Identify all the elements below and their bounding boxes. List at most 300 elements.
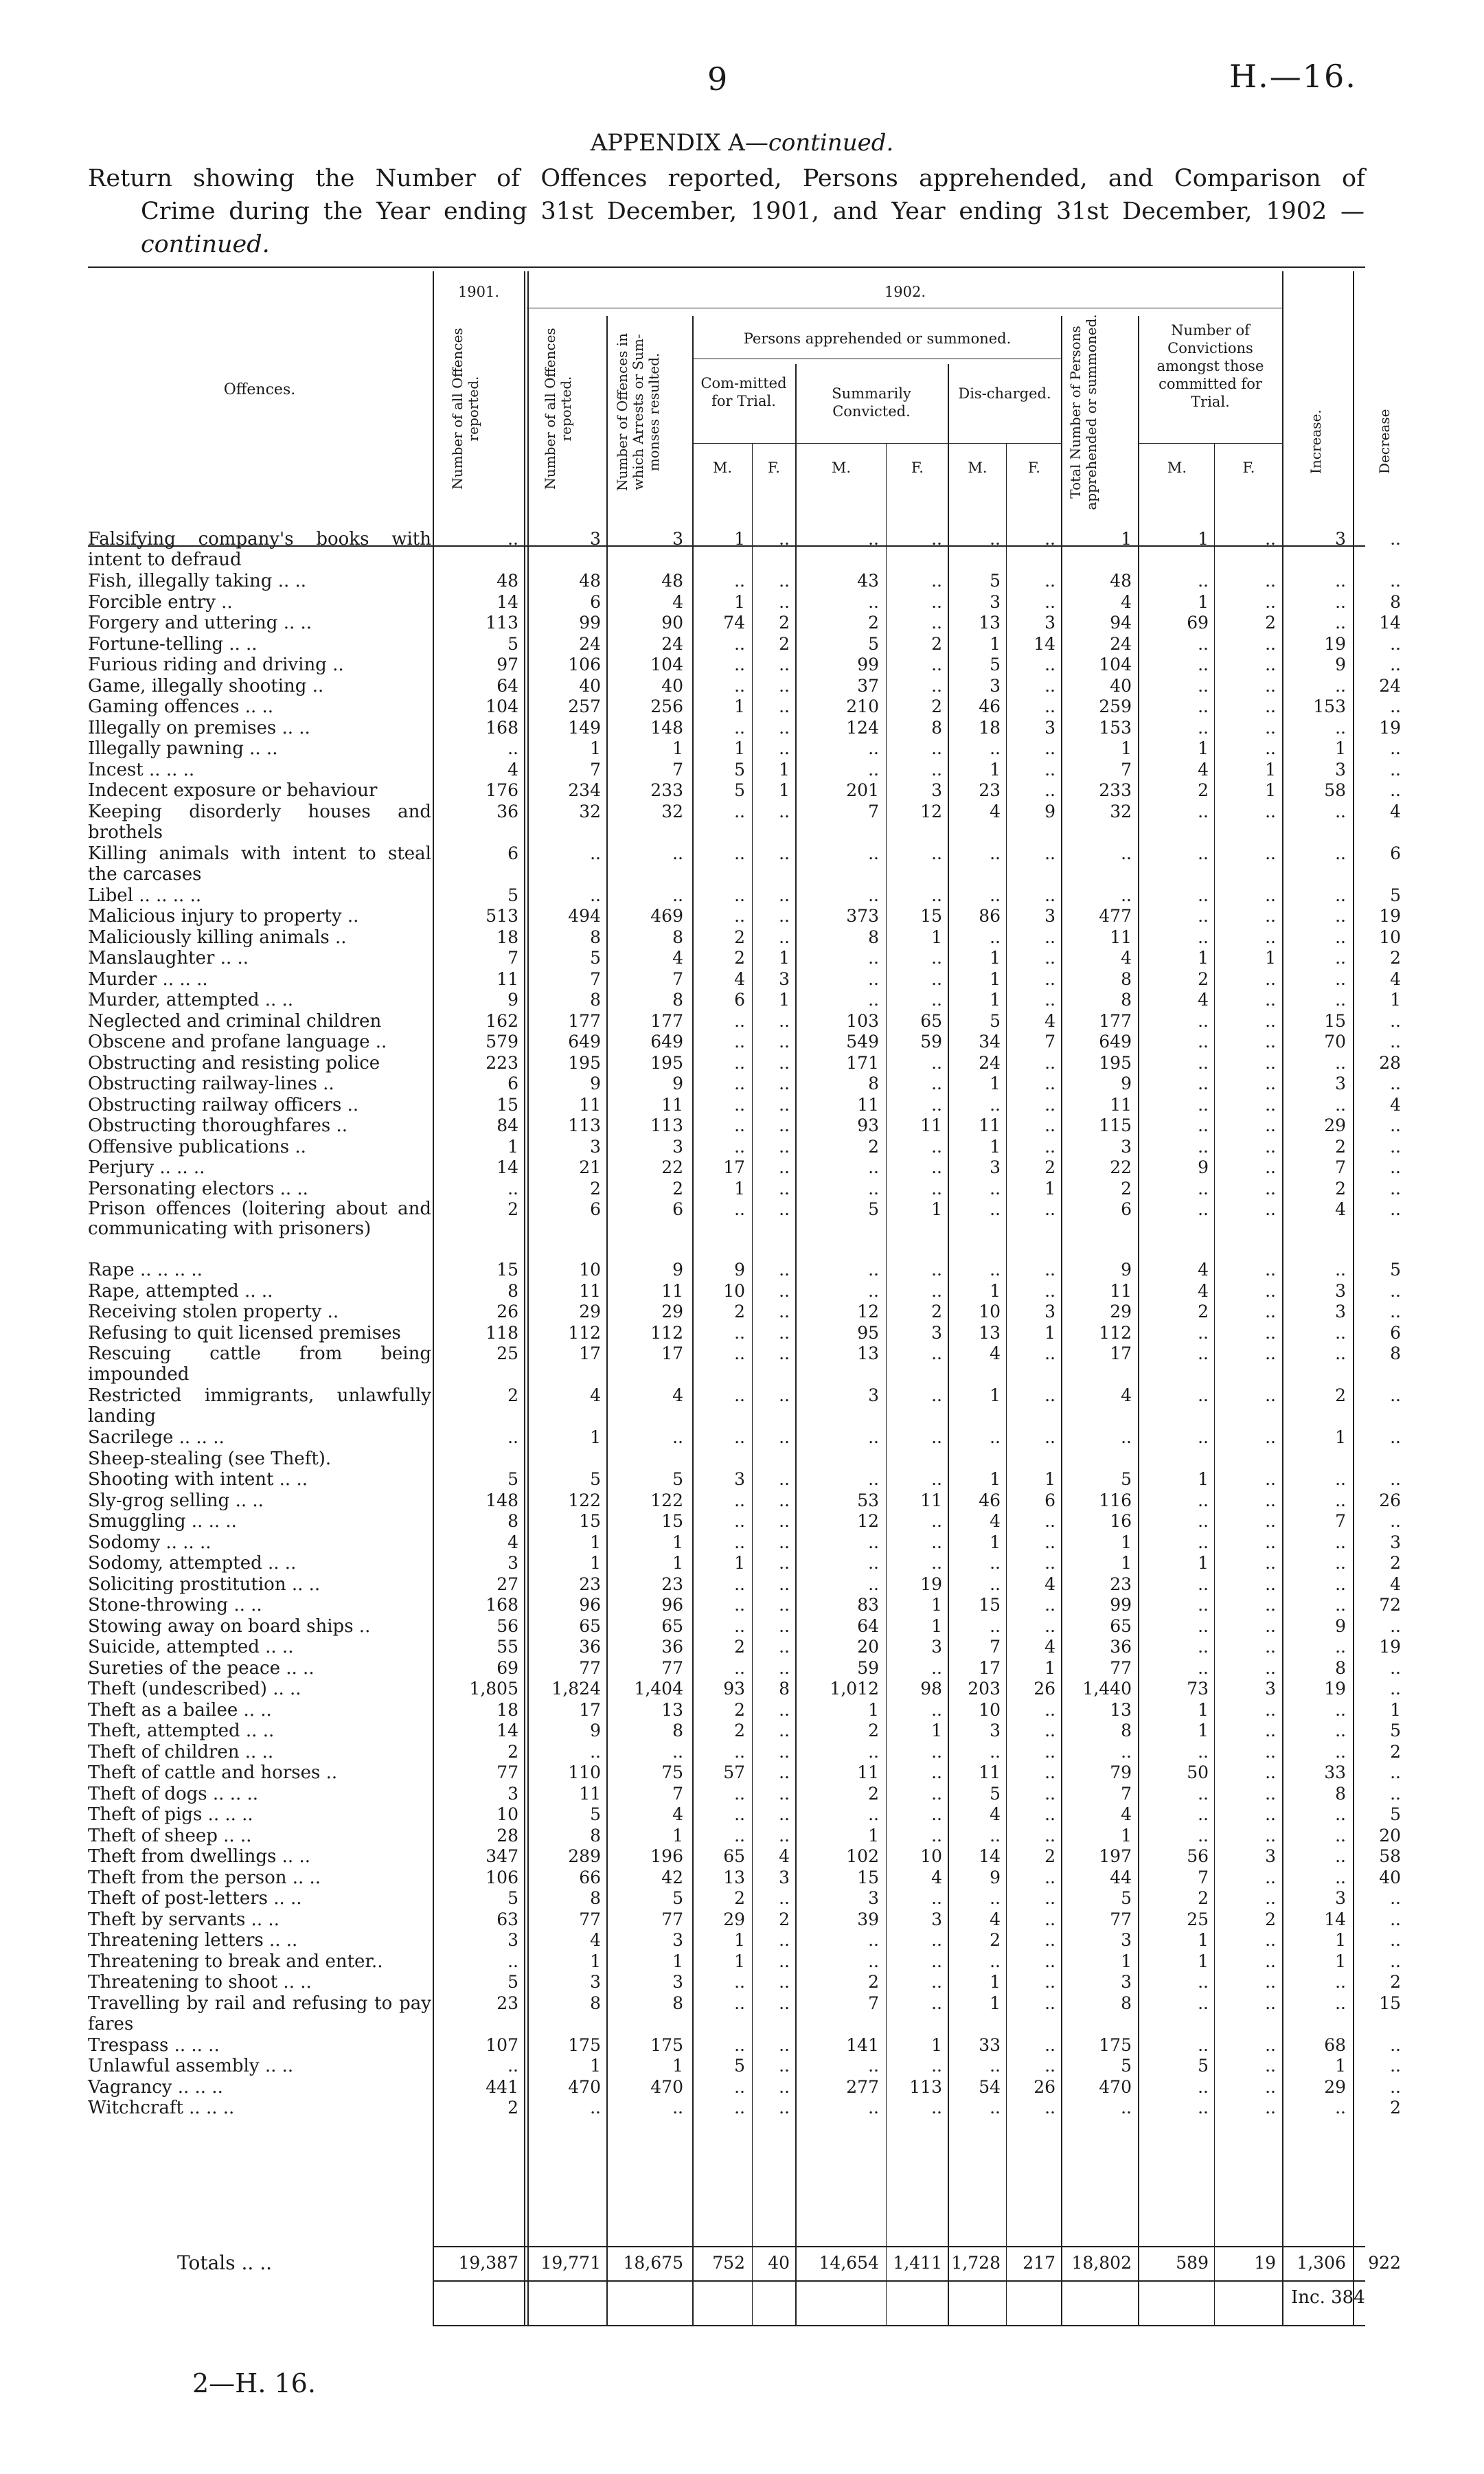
table-cell: 3: [1335, 1888, 1346, 1908]
table-cell: 14: [1379, 613, 1401, 633]
table-cell: 2: [734, 948, 745, 968]
table-cell: 6: [734, 990, 745, 1010]
table-cell: ..: [1335, 613, 1346, 633]
offence-label: Personating electors .. ..: [88, 1178, 308, 1199]
table-cell: 649: [1099, 1032, 1132, 1052]
table-cell: 4: [1044, 1574, 1055, 1594]
table-cell: 29: [723, 1909, 745, 1929]
table-cell: 5: [734, 2056, 745, 2076]
table-cell: ..: [931, 1993, 942, 2013]
table-cell: ..: [990, 1615, 1001, 1636]
offence-label: Obstructing and resisting police: [88, 1052, 380, 1074]
table-cell: ..: [734, 885, 745, 905]
table-cell: 579: [486, 1032, 518, 1052]
offence-label: Obstructing railway officers ..: [88, 1094, 359, 1115]
offence-label: Theft of cattle and horses ..: [88, 1762, 338, 1783]
table-cell: 2: [734, 1302, 745, 1321]
table-cell: 103: [846, 1010, 879, 1031]
table-cell: 2: [931, 1302, 942, 1321]
table-cell: 79: [1110, 1762, 1132, 1782]
page-code: H.—16.: [1229, 58, 1357, 95]
table-cell: ..: [1390, 1951, 1401, 1971]
table-cell: 1: [931, 1721, 942, 1740]
table-cell: ..: [1198, 885, 1209, 905]
table-cell: ..: [1198, 1032, 1209, 1052]
table-cell: ..: [1121, 1427, 1132, 1447]
table-cell: 48: [579, 571, 601, 591]
table-cell: 4: [734, 968, 745, 989]
table-cell: ..: [779, 1511, 790, 1531]
table-cell: 93: [857, 1115, 879, 1135]
table-cell: 1: [1335, 2056, 1346, 2076]
table-row: [0, 1260, 1484, 1280]
table-cell: 1: [1265, 759, 1276, 780]
table-cell: ..: [1198, 1574, 1209, 1594]
table-cell: 1: [990, 1385, 1001, 1405]
table-cell: ..: [1265, 1930, 1276, 1950]
table-cell: ..: [734, 571, 745, 591]
table-cell: 3: [1044, 1302, 1055, 1321]
table-cell: ..: [1390, 1157, 1401, 1177]
table-cell: ..: [1265, 1302, 1276, 1321]
table-cell: 589: [1176, 2253, 1209, 2273]
table-cell: 40: [661, 675, 683, 696]
table-cell: 19: [1379, 717, 1401, 738]
table-cell: 649: [568, 1032, 601, 1052]
header-convictions: Number of Convictions amongst those committed for Trial.: [1156, 322, 1264, 410]
table-cell: 5: [590, 1804, 601, 1824]
table-cell: 1: [1198, 1721, 1209, 1740]
table-cell: 10: [1379, 927, 1401, 947]
table-cell: 56: [1187, 1846, 1209, 1866]
offence-label: Illegally pawning .. ..: [88, 738, 278, 759]
table-cell: 153: [1313, 696, 1346, 716]
table-cell: ..: [779, 1199, 790, 1219]
table-cell: 289: [568, 1846, 601, 1866]
table-cell: ..: [1044, 1280, 1055, 1301]
table-cell: 3: [1265, 1846, 1276, 1866]
table-cell: ..: [1335, 1574, 1346, 1594]
appendix-title-main: APPENDIX A—: [590, 129, 768, 157]
table-cell: ..: [990, 843, 1001, 863]
table-cell: ..: [1265, 1657, 1276, 1678]
table-cell: 8: [779, 1679, 790, 1699]
table-cell: 77: [496, 1762, 518, 1782]
table-cell: 148: [650, 717, 683, 738]
table-cell: 7: [1335, 1511, 1346, 1531]
table-cell: ..: [1044, 1783, 1055, 1804]
table-cell: 1: [1121, 529, 1132, 549]
table-cell: ..: [931, 571, 942, 591]
table-cell: ..: [779, 529, 790, 549]
table-cell: 1: [734, 591, 745, 612]
table-cell: 3: [1121, 1136, 1132, 1157]
table-cell: ..: [779, 1741, 790, 1762]
table-cell: ..: [1044, 1741, 1055, 1762]
table-cell: 9: [672, 1074, 683, 1093]
table-row: [0, 676, 1484, 696]
table-cell: ..: [779, 1490, 790, 1510]
table-cell: 8: [1121, 990, 1132, 1010]
table-cell: 469: [650, 906, 683, 926]
table-cell: 203: [968, 1679, 1001, 1699]
table-cell: 26: [1034, 1679, 1055, 1699]
table-cell: ..: [1044, 529, 1055, 549]
table-cell: ..: [1044, 1385, 1055, 1405]
offence-label: Theft of children .. ..: [88, 1741, 274, 1762]
table-cell: 58: [1324, 780, 1346, 800]
table-cell: ..: [1390, 1657, 1401, 1678]
table-cell: 40: [768, 2253, 790, 2273]
table-cell: ..: [1335, 968, 1346, 989]
table-cell: ..: [1335, 2098, 1346, 2118]
offence-label: Sly-grog selling .. ..: [88, 1490, 264, 1511]
table-cell: ..: [1044, 1595, 1055, 1615]
table-cell: 20: [1379, 1825, 1401, 1846]
table-cell: ..: [1390, 1762, 1401, 1782]
table-cell: 1: [1198, 1699, 1209, 1720]
table-cell: 1: [990, 1532, 1001, 1552]
table-cell: 8: [1390, 591, 1401, 612]
table-cell: 4: [1044, 1637, 1055, 1657]
table-cell: 115: [1099, 1115, 1132, 1135]
table-cell: 1,404: [634, 1679, 683, 1699]
table-cell: 12: [857, 1511, 879, 1531]
table-cell: 8: [1335, 1783, 1346, 1804]
header-persons-group: Persons apprehended or summoned.: [743, 330, 1012, 347]
table-cell: 11: [979, 1115, 1001, 1135]
table-cell: 65: [920, 1010, 942, 1031]
table-cell: 29: [1110, 1302, 1132, 1321]
table-cell: 148: [486, 1490, 518, 1510]
table-cell: ..: [1044, 1951, 1055, 1971]
table-cell: 48: [661, 571, 683, 591]
table-cell: 15: [579, 1511, 601, 1531]
table-cell: ..: [734, 1574, 745, 1594]
table-cell: 113: [909, 2076, 942, 2097]
table-cell: 1: [1198, 1930, 1209, 1950]
offence-label: Keeping disorderly houses and brothels: [88, 801, 431, 843]
table-cell: ..: [931, 968, 942, 989]
table-cell: ..: [1198, 675, 1209, 696]
table-cell: ..: [779, 2098, 790, 2118]
table-cell: 477: [1099, 906, 1132, 926]
table-cell: ..: [1198, 633, 1209, 654]
table-row: [0, 738, 1484, 759]
table-row: [0, 655, 1484, 675]
table-row: [0, 1742, 1484, 1762]
table-cell: ..: [734, 1322, 745, 1343]
table-cell: ..: [931, 1825, 942, 1846]
table-cell: ..: [990, 1094, 1001, 1115]
table-cell: 39: [857, 1909, 879, 1929]
table-cell: 97: [496, 655, 518, 674]
table-cell: 4: [672, 1385, 683, 1405]
table-cell: 1: [990, 948, 1001, 968]
table-cell: 6: [1121, 1199, 1132, 1219]
table-cell: ..: [931, 655, 942, 674]
header-m: M.: [831, 459, 852, 476]
table-cell: ..: [779, 655, 790, 674]
table-cell: 65: [661, 1615, 683, 1636]
table-cell: ..: [1044, 2098, 1055, 2118]
offence-label: Theft of dogs .. .. ..: [88, 1783, 259, 1804]
table-cell: 4: [672, 1804, 683, 1824]
table-cell: ..: [1390, 1280, 1401, 1301]
table-cell: 98: [920, 1679, 942, 1699]
table-row: [0, 1137, 1484, 1157]
table-cell: ..: [779, 1052, 790, 1073]
table-cell: 7: [1044, 1032, 1055, 1052]
table-top-rule: [88, 266, 1365, 268]
offence-label: Witchcraft .. .. ..: [88, 2098, 235, 2118]
table-cell: 4: [1121, 591, 1132, 612]
table-cell: 37: [857, 675, 879, 696]
table-cell: ..: [1198, 1052, 1209, 1073]
table-cell: 94: [1110, 613, 1132, 633]
table-cell: ..: [931, 1094, 942, 1115]
table-cell: 7: [672, 759, 683, 780]
header-total-persons: Total Number of Persons apprehended or summoned.: [1067, 314, 1099, 510]
table-cell: ..: [1198, 1010, 1209, 1031]
table-row: [0, 802, 1484, 822]
table-cell: ..: [1198, 1178, 1209, 1199]
table-cell: ..: [1265, 571, 1276, 591]
table-cell: ..: [1390, 1178, 1401, 1199]
table-row: [0, 1449, 1484, 1469]
table-cell: 4: [590, 1385, 601, 1405]
table-cell: ..: [1265, 1178, 1276, 1199]
table-cell: 1: [990, 968, 1001, 989]
table-cell: ..: [931, 1951, 942, 1971]
table-cell: 9: [507, 990, 518, 1010]
offence-label: Unlawful assembly .. ..: [88, 2056, 294, 2076]
table-row: [0, 1804, 1484, 1825]
table-cell: 1: [1390, 1699, 1401, 1720]
offence-label: Theft of pigs .. .. ..: [88, 1804, 253, 1825]
table-cell: 17: [1110, 1343, 1132, 1363]
totals-row: [0, 2253, 1484, 2273]
table-cell: 7: [590, 759, 601, 780]
table-cell: ..: [931, 613, 942, 633]
table-cell: ..: [734, 906, 745, 926]
table-cell: 1: [931, 1615, 942, 1636]
table-cell: ..: [1198, 1136, 1209, 1157]
table-cell: ..: [1044, 843, 1055, 863]
table-cell: 2: [779, 613, 790, 633]
table-cell: ..: [1121, 843, 1132, 863]
table-cell: 2: [507, 1385, 518, 1405]
table-cell: 1: [1390, 990, 1401, 1010]
table-cell: 11: [1110, 1094, 1132, 1115]
table-cell: 59: [857, 1657, 879, 1678]
table-cell: 8: [672, 990, 683, 1010]
table-cell: ..: [931, 1052, 942, 1073]
table-cell: 1: [1265, 948, 1276, 968]
table-cell: 4: [1198, 759, 1209, 780]
table-cell: 177: [650, 1010, 683, 1031]
table-cell: 23: [579, 1574, 601, 1594]
offence-label: Shooting with intent .. ..: [88, 1469, 308, 1490]
table-cell: ..: [779, 1721, 790, 1740]
table-cell: 122: [650, 1490, 683, 1510]
offence-label: Smuggling .. .. ..: [88, 1511, 237, 1532]
table-cell: ..: [779, 1888, 790, 1908]
table-cell: ..: [1044, 1074, 1055, 1093]
table-cell: 8: [590, 927, 601, 947]
offence-label: Indecent exposure or behaviour: [88, 780, 378, 801]
table-cell: ..: [1265, 1972, 1276, 1992]
table-cell: 2: [1265, 613, 1276, 633]
table-cell: ..: [1265, 1888, 1276, 1908]
table-cell: 32: [661, 801, 683, 821]
table-cell: ..: [1335, 843, 1346, 863]
table-cell: 8: [672, 927, 683, 947]
table-cell: ..: [1335, 675, 1346, 696]
table-cell: 24: [979, 1052, 1001, 1073]
table-cell: ..: [779, 1553, 790, 1573]
table-cell: 1: [1121, 1532, 1132, 1552]
table-cell: 4: [672, 591, 683, 612]
table-cell: 195: [1099, 1052, 1132, 1073]
table-cell: ..: [590, 1741, 601, 1762]
table-row: [0, 1762, 1484, 1783]
table-cell: ..: [1390, 1074, 1401, 1093]
table-cell: 1: [1044, 1322, 1055, 1343]
table-cell: 3: [507, 1783, 518, 1804]
table-cell: 8: [1390, 1343, 1401, 1363]
offence-label: Theft from the person .. ..: [88, 1867, 321, 1888]
table-cell: 11: [857, 1762, 879, 1782]
table-cell: ..: [779, 1074, 790, 1093]
table-cell: 3: [590, 1136, 601, 1157]
table-cell: ..: [507, 1427, 518, 1447]
table-cell: ..: [1198, 1074, 1209, 1093]
table-cell: 5: [1390, 1721, 1401, 1740]
table-cell: 9: [590, 1074, 601, 1093]
offence-label: Libel .. .. .. ..: [88, 885, 202, 906]
table-cell: 1,440: [1082, 1679, 1132, 1699]
table-cell: 3: [1044, 717, 1055, 738]
table-cell: ..: [990, 1888, 1001, 1908]
table-cell: 102: [846, 1846, 879, 1866]
table-cell: ..: [931, 1657, 942, 1678]
table-cell: ..: [1335, 1637, 1346, 1657]
offence-label: Obstructing railway-lines ..: [88, 1074, 334, 1094]
table-cell: ..: [868, 2056, 879, 2076]
table-cell: 2: [590, 1178, 601, 1199]
table-cell: 69: [496, 1657, 518, 1678]
table-cell: ..: [1335, 1052, 1346, 1073]
table-cell: 1: [931, 927, 942, 947]
offence-label: Manslaughter .. ..: [88, 948, 249, 968]
table-cell: 28: [496, 1825, 518, 1846]
table-row: [0, 1826, 1484, 1846]
table-cell: ..: [779, 1574, 790, 1594]
table-row: [0, 1951, 1484, 1972]
table-cell: 96: [579, 1595, 601, 1615]
table-cell: 104: [486, 696, 518, 716]
table-row: [0, 1637, 1484, 1657]
table-cell: ..: [734, 1490, 745, 1510]
table-cell: ..: [1044, 1343, 1055, 1363]
table-cell: ..: [1198, 571, 1209, 591]
table-cell: 32: [579, 801, 601, 821]
table-cell: ..: [990, 1199, 1001, 1219]
table-cell: ..: [1044, 1094, 1055, 1115]
table-cell: 3: [990, 591, 1001, 612]
table-cell: ..: [1265, 1157, 1276, 1177]
table-cell: 1: [734, 696, 745, 716]
table-cell: ..: [734, 1615, 745, 1636]
table-cell: ..: [1390, 1115, 1401, 1135]
table-cell: 27: [496, 1574, 518, 1594]
offence-label: Theft by servants .. ..: [88, 1909, 279, 1930]
table-cell: ..: [779, 2056, 790, 2076]
table-cell: 8: [507, 1511, 518, 1531]
table-cell: ..: [931, 1888, 942, 1908]
table-cell: 6: [1390, 1322, 1401, 1343]
table-cell: ..: [931, 948, 942, 968]
table-cell: ..: [734, 1657, 745, 1678]
table-cell: 1: [1335, 1930, 1346, 1950]
table-cell: 19,387: [458, 2253, 518, 2273]
offence-label: Sodomy, attempted .. ..: [88, 1553, 297, 1574]
header-f: F.: [911, 459, 924, 476]
table-cell: ..: [734, 1595, 745, 1615]
table-cell: 18: [496, 927, 518, 947]
table-cell: 1,306: [1297, 2253, 1346, 2273]
table-cell: 373: [846, 906, 879, 926]
table-cell: ..: [779, 906, 790, 926]
offence-label: Neglected and criminal children: [88, 1010, 382, 1032]
table-cell: ..: [1198, 1993, 1209, 2013]
table-cell: ..: [1390, 1511, 1401, 1531]
table-cell: 4: [1390, 1574, 1401, 1594]
table-cell: 752: [712, 2253, 745, 2273]
table-cell: 9: [1198, 1157, 1209, 1177]
offence-label: Fish, illegally taking .. ..: [88, 571, 307, 591]
table-cell: ..: [590, 885, 601, 905]
table-cell: 11: [857, 1094, 879, 1115]
table-cell: 5: [734, 780, 745, 800]
table-cell: 36: [496, 801, 518, 821]
table-cell: 1: [672, 738, 683, 758]
table-cell: 13: [723, 1867, 745, 1887]
table-cell: ..: [931, 759, 942, 780]
table-cell: 14: [496, 1157, 518, 1177]
table-cell: 12: [857, 1302, 879, 1321]
table-cell: 257: [568, 696, 601, 716]
offence-label: Malicious injury to property ..: [88, 906, 359, 927]
table-cell: ..: [931, 591, 942, 612]
table-cell: ..: [868, 1930, 879, 1950]
table-cell: 15: [1379, 1993, 1401, 2013]
table-cell: ..: [1390, 529, 1401, 549]
offence-label: Theft (undescribed) .. ..: [88, 1679, 301, 1699]
offence-label: Game, illegally shooting ..: [88, 675, 324, 696]
table-cell: 33: [979, 2034, 1001, 2055]
table-cell: 175: [650, 2034, 683, 2055]
table-cell: ..: [931, 1804, 942, 1824]
table-cell: ..: [1335, 1699, 1346, 1720]
table-cell: ..: [1335, 1825, 1346, 1846]
table-cell: ..: [734, 843, 745, 863]
table-cell: 8: [868, 927, 879, 947]
header-discharged: Dis-charged.: [958, 385, 1051, 402]
table-cell: ..: [1198, 1322, 1209, 1343]
table-cell: 441: [486, 2076, 518, 2097]
